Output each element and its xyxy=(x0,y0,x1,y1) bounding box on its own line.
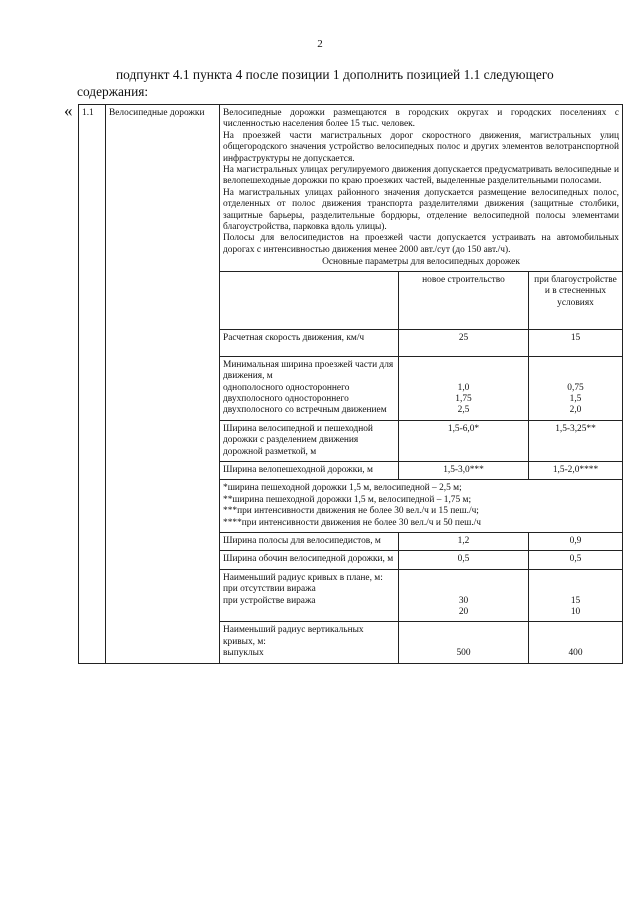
label-head: Минимальная ширина проезжей части для движения, м xyxy=(223,359,394,382)
value: 400 xyxy=(568,648,583,659)
amendment-table xyxy=(78,104,623,664)
footnote: *ширина пешеходной дорожки 1,5 м, велосипедной – 2,5 м; xyxy=(223,483,462,494)
value-radius-vert-improve xyxy=(529,622,623,663)
table-row-1-1 xyxy=(79,105,623,664)
label-head: Наименьший радиус вертикальных кривых, м: xyxy=(223,625,364,647)
row-label-radius-vert xyxy=(220,622,399,663)
table-row xyxy=(220,532,623,550)
value: 10 xyxy=(570,607,581,617)
label-line: при отсутствии виража xyxy=(223,584,316,595)
table-row xyxy=(220,329,623,356)
paragraph-regulated-streets: На магистральных улицах регулируемого движения допускается предусматривать велосипедные и велопешеходные дорожки по краю проезжих частей, выделенные разделительными полосами. xyxy=(223,165,619,187)
value: 15 xyxy=(570,595,581,606)
value-radius-vert-new xyxy=(399,622,529,663)
paragraph-district-streets: На магистральных улицах районного значения допускается размещение велосипедных полос, отделенных от полос движения транспорта разделителями движения (защитные столбики, защитные барьеры, разделительные бордюры, отделение велосипедной полосы элементами благоустройства, парковка вдоль улицы). xyxy=(223,187,619,233)
value-bike-ped-new: 1,5-6,0* xyxy=(399,420,529,461)
value-width-min-improve xyxy=(529,356,623,420)
row-label-width-min xyxy=(220,356,399,420)
row-label-speed: Расчетная скорость движения, км/ч xyxy=(220,329,399,356)
footnote: ****при интенсивности движения не более 30 вел./ч и 50 пеш./ч xyxy=(223,517,481,528)
row-label-lane-width: Ширина полосы для велосипедистов, м xyxy=(220,532,399,550)
value-lane-improve: 0,9 xyxy=(529,532,623,550)
params-table xyxy=(219,271,623,664)
value-velo-ped-improve: 1,5-2,0**** xyxy=(529,461,623,479)
page-number: 2 xyxy=(317,38,323,50)
footnote: **ширина пешеходной дорожки 1,5 м, велосипедной – 1,75 м; xyxy=(223,494,472,505)
value-lane-new: 1,2 xyxy=(399,532,529,550)
header-improve: при благоустройстве и в стесненных условиях xyxy=(529,271,623,329)
label-line: двухполосного со встречным движением xyxy=(223,405,387,416)
opening-quote-mark: « xyxy=(64,101,73,120)
value-shoulder-improve: 0,5 xyxy=(529,551,623,569)
value-radius-plan-improve xyxy=(529,569,623,622)
footnotes xyxy=(220,480,623,533)
table-row xyxy=(220,420,623,461)
label-line: выпуклых xyxy=(223,648,264,659)
value-bike-ped-improve: 1,5-3,25** xyxy=(529,420,623,461)
row-label-radius-plan xyxy=(220,569,399,622)
table-row xyxy=(220,461,623,479)
params-table-title: Основные параметры для велосипедных дорожек xyxy=(322,257,520,268)
value: 2,0 xyxy=(569,405,582,416)
paragraph-population: Велосипедные дорожки размещаются в городских округах и городских поселениях с численностью населения более 15 тыс. человек. xyxy=(223,108,619,130)
header-empty xyxy=(220,271,399,329)
params-header-row xyxy=(220,271,623,329)
value-shoulder-new: 0,5 xyxy=(399,551,529,569)
value: 500 xyxy=(456,648,471,659)
value: 30 xyxy=(458,595,469,606)
value: 20 xyxy=(458,607,469,617)
value: 0,75 xyxy=(567,382,584,393)
table-row xyxy=(220,356,623,420)
footnote: ***при интенсивности движения не более 30 вел./ч и 15 пеш./ч; xyxy=(223,506,479,517)
table-row xyxy=(220,569,623,622)
item-description xyxy=(220,105,623,664)
value-speed-improve: 15 xyxy=(529,329,623,356)
label-line: двухполосного одностороннего xyxy=(223,393,349,404)
value-velo-ped-new: 1,5-3,0*** xyxy=(399,461,529,479)
value: 2,5 xyxy=(457,405,470,416)
value: 1,75 xyxy=(455,393,472,404)
item-name: Велосипедные дорожки xyxy=(106,105,220,664)
row-label-shoulder-width: Ширина обочин велосипедной дорожки, м xyxy=(220,551,399,569)
value-speed-new: 25 xyxy=(399,329,529,356)
value: 1,5 xyxy=(569,393,582,404)
item-number: 1.1 xyxy=(79,105,106,664)
value-width-min-new xyxy=(399,356,529,420)
row-label-velo-ped-width: Ширина велопешеходной дорожки, м xyxy=(220,461,399,479)
row-label-bike-ped-width: Ширина велосипедной и пешеходной дорожки с разделением движения дорожной разметкой, м xyxy=(220,420,399,461)
footnotes-row xyxy=(220,480,623,533)
intro-paragraph: подпункт 4.1 пункта 4 после позиции 1 дополнить позицией 1.1 следующего содержания: xyxy=(77,67,554,99)
label-head: Наименьший радиус кривых в плане, м: xyxy=(223,572,383,583)
value: 1,0 xyxy=(457,382,470,393)
paragraph-highways: На проезжей части магистральных дорог скоростного движения, магистральных улиц общегородского значения устройство велосипедных полос и других элементов велотранспортной инфраструктуры не допускается. xyxy=(223,130,619,164)
label-line: однополосного одностороннего xyxy=(223,382,350,393)
table-row xyxy=(220,551,623,569)
table-row xyxy=(220,622,623,663)
label-line: при устройстве виража xyxy=(223,595,316,606)
value-radius-plan-new xyxy=(399,569,529,622)
paragraph-cyclist-lanes: Полосы для велосипедистов на проезжей части допускается устраивать на автомобильных дорогах с интенсивностью движения менее 2000 авт./сут (до 150 авт./ч). xyxy=(223,233,619,255)
header-new: новое строительство xyxy=(399,271,529,329)
